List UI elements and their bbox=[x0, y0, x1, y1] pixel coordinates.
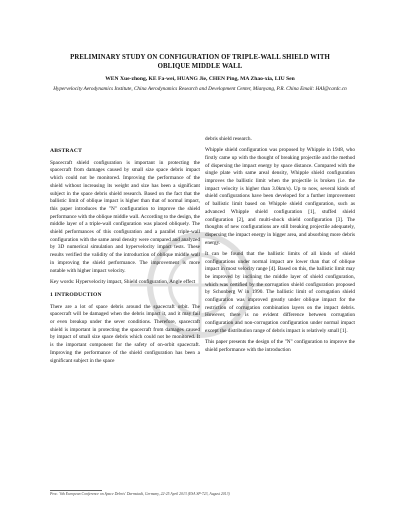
abstract-text: Spacecraft shield configuration is important in protecting the spacecraft from damages caused by small size space debris impact which could not be monitored. Improving the performance of the shield without increasing its weight and size has been a significant subject in the space debris shield research. Based on the fact that the ballistic limit of oblique impact is higher than that of normal impact, this paper introduces the "N" configuration to improve the shield performance with the oblique middle wall. According to the design, the middle layer of a triple-wall configuration was placed obliquely. The shield performances of this configuration and a parallel triple-wall configuration with the same areal density were compared and analyzed by 3D numerical simulation and hypervelocity impact tests. These results verified the validity of the introduction of oblique middle wall in improving the shield performance. The improvement is more notable with higher impact velocity. bbox=[50, 159, 200, 274]
right-column bbox=[205, 136, 355, 354]
introduction-heading: 1 INTRODUCTION bbox=[50, 291, 102, 298]
introduction-text: There are a lot of space debris around the spacecraft orbit. The spacecraft will be damaged when the debris impact it, and it may fail or even breakup under the sever conditions. Therefore, spacecraft shield is important in protecting the spacecraft from damages caused by impact of small size space debris which could not be monitored. It is the important component for the safety of on-orbit spacecraft. Improving the performance of the shield configuration has been a significant subject in the space bbox=[50, 303, 200, 364]
left-column bbox=[50, 148, 200, 365]
paper-affiliation: Hypervelocity Aerodynamics Institute, China Aerodynamics Research and Development Center, Mianyang, P.R. China Email: HAI@cardc.cn bbox=[53, 86, 347, 92]
right-paragraph-2: Whipple shield configuration was proposed by Whipple in 1948, who firstly came up with the thought of breaking projectile and the method of dispersing the impact energy by space distance. Compared with the single plate with same areal density, Whipple shield configuration improves the ballistic limit when the projectile is broken (i.e. the impact velocity is higher than 3.0km/s). Up to now, several kinds of shield configurations have been developed for a further improvement of ballistic limit based on Whipple shield configuration, such as advanced Whipple shield configuration [1], stuffed shield configuration [2], and multi-shock shield configuration [3]. The thoughts of new configurations are still breaking projectile adequately, dispersing the impact energy in bigger area, and absorbing more debris energy. bbox=[205, 147, 355, 246]
right-paragraph-3: It can be found that the ballistic limits of all kinds of shield configurations under normal impact are lower than that of oblique impact in most velocity range [4]. Based on this, the ballistic limit may be improved by inclining the middle layer of shield configuration, which was certified by the corrugation shield configuration proposed by Schonberg W in 1990. The ballistic limit of corrugation shield configuration was improved greatly under oblique impact for the restriction of corrugation combination layers on the impact debris. However, there is no evident difference between corrugation configuration and non-corrugation configuration under normal impact except the distribution range of debris impact is relatively small [1]. bbox=[205, 250, 355, 334]
footnote-rule bbox=[50, 490, 102, 491]
paper-authors: WEN Xue-zhong, KE Fa-wei, HUANG Jie, CHEN Ping, MA Zhao-xia, LIU Sen bbox=[105, 76, 295, 82]
keywords: Key words: Hypervelocity impact, Shield configuration, Angle effect bbox=[50, 279, 196, 286]
right-paragraph-1: debris shield research. bbox=[205, 136, 252, 142]
abstract-heading: ABSTRACT bbox=[50, 148, 83, 154]
right-paragraph-4: This paper presents the design of the "N" configuration to improve the shield performance with the introduction bbox=[205, 339, 355, 353]
paper-title: PRELIMINARY STUDY ON CONFIGURATION OF TRIPLE-WALL SHIELD WITH OBLIQUE MIDDLE WALL bbox=[70, 54, 330, 70]
footnote: Proc. '6th European Conference on Space Debris' Darmstadt, Germany, 22-25 April 2013 (ESA SP-723, August 2013) bbox=[50, 492, 230, 496]
